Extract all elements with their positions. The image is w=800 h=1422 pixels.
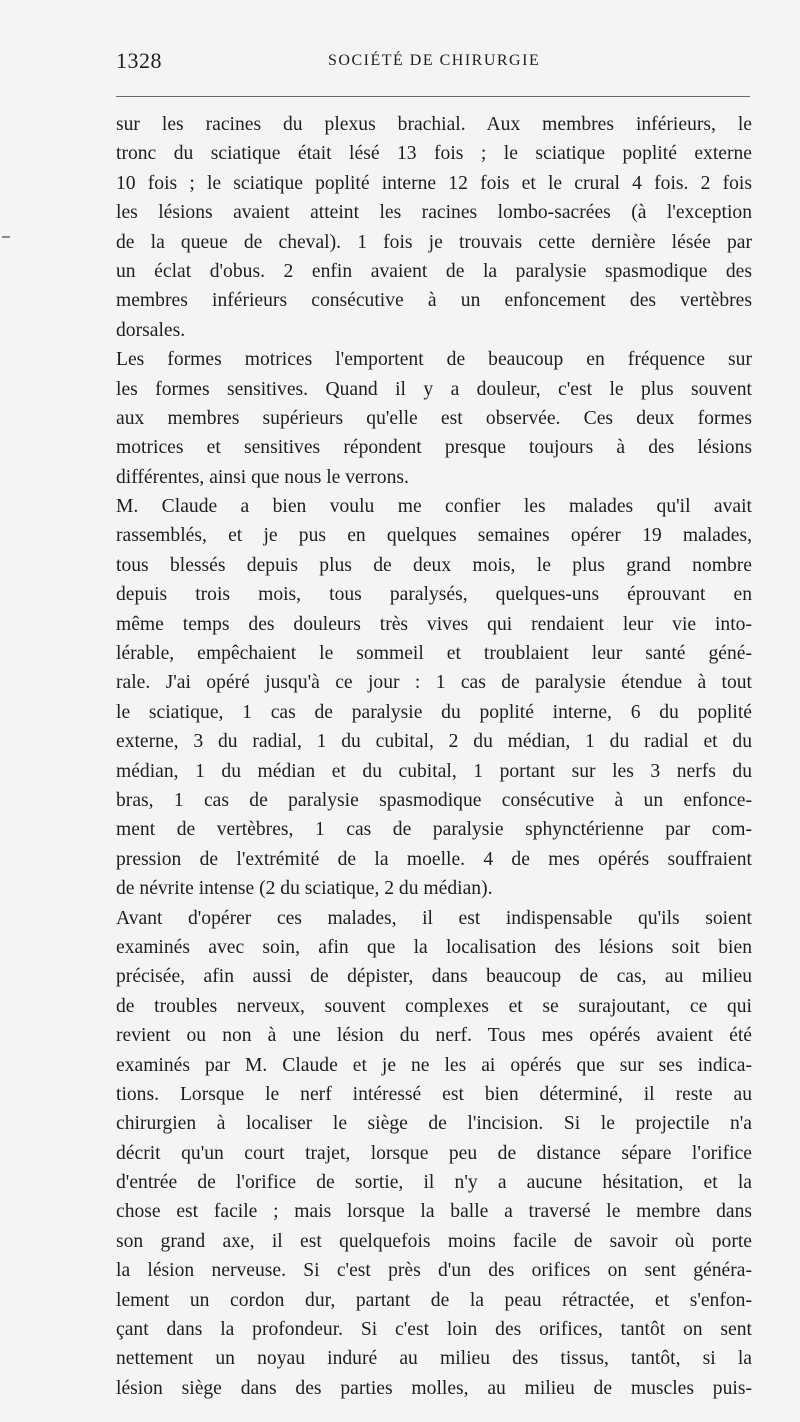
text-line: examinés par M. Claude et je ne les ai opérés que sur ses indica- (116, 1054, 752, 1076)
text-line: externe, 3 du radial, 1 du cubital, 2 du médian, 1 du radial et du (116, 731, 752, 753)
text-line: ment de vertèbres, 1 cas de paralysie sphynctérienne par com- (116, 819, 752, 841)
text-line: revient ou non à une lésion du nerf. Tous mes opérés avaient été (116, 1025, 752, 1047)
text-line: rale. J'ai opéré jusqu'à ce jour : 1 cas de paralysie étendue à tout (116, 672, 752, 694)
text-line: le sciatique, 1 cas de paralysie du poplité interne, 6 du poplité (116, 701, 752, 723)
text-line: depuis trois mois, tous paralysés, quelques-uns éprouvant en (116, 584, 752, 606)
text-line: rassemblés, et je pus en quelques semaines opérer 19 malades, (116, 525, 752, 547)
text-line: différentes, ainsi que nous le verrons. (116, 466, 409, 488)
text-line: de névrite intense (2 du sciatique, 2 du médian). (116, 878, 493, 900)
text-line: même temps des douleurs très vives qui rendaient leur vie into- (116, 613, 752, 635)
text-line: chose est facile ; mais lorsque la balle a traversé le membre dans (116, 1201, 752, 1223)
text-line: un éclat d'obus. 2 enfin avaient de la paralysie spasmodique des (116, 260, 752, 282)
text-line: tous blessés depuis plus de deux mois, le plus grand nombre (116, 554, 752, 576)
text-line: lérable, empêchaient le sommeil et troublaient leur santé géné- (116, 643, 752, 665)
page-number: 1328 (116, 48, 162, 73)
text-line: chirurgien à localiser le siège de l'incision. Si le projectile n'a (116, 1113, 752, 1135)
text-line: de la queue de cheval). 1 fois je trouvais cette dernière lésée par (116, 231, 752, 253)
text-line: lésion siège dans des parties molles, au milieu de muscles puis- (116, 1377, 752, 1399)
text-line: examinés avec soin, afin que la localisation des lésions soit bien (116, 936, 752, 958)
body-text (116, 110, 752, 1403)
text-line: son grand axe, il est quelquefois moins facile de savoir où porte (116, 1230, 752, 1252)
text-line: Les formes motrices l'emportent de beaucoup en fréquence sur (116, 349, 752, 371)
text-line: tions. Lorsque le nerf intéressé est bien déterminé, il reste au (116, 1083, 752, 1105)
text-line: les formes sensitives. Quand il y a douleur, c'est le plus souvent (116, 378, 752, 400)
text-line: précisée, afin aussi de dépister, dans beaucoup de cas, au milieu (116, 966, 752, 988)
margin-mark (2, 236, 10, 238)
text-line: M. Claude a bien voulu me confier les malades qu'il avait (116, 496, 752, 518)
header-rule (116, 96, 750, 97)
text-line: lement un cordon dur, partant de la peau rétractée, et s'enfon- (116, 1289, 752, 1311)
text-line: les lésions avaient atteint les racines lombo-sacrées (à l'exception (116, 202, 752, 224)
text-line: membres inférieurs consécutive à un enfoncement des vertèbres (116, 290, 752, 312)
text-line: çant dans la profondeur. Si c'est loin des orifices, tantôt on sent (116, 1319, 752, 1341)
page-header (116, 48, 750, 78)
text-line: Avant d'opérer ces malades, il est indispensable qu'ils soient (116, 907, 752, 929)
text-line: nettement un noyau induré au milieu des tissus, tantôt, si la (116, 1348, 752, 1370)
text-line: dorsales. (116, 319, 186, 341)
text-line: d'entrée de l'orifice de sortie, il n'y a aucune hésitation, et la (116, 1172, 752, 1194)
text-line: 10 fois ; le sciatique poplité interne 12 fois et le crural 4 fois. 2 fois (116, 172, 752, 194)
text-line: motrices et sensitives répondent presque toujours à des lésions (116, 437, 752, 459)
running-title: SOCIÉTÉ DE CHIRURGIE (328, 52, 541, 69)
text-line: aux membres supérieurs qu'elle est observée. Ces deux formes (116, 407, 752, 429)
text-line: médian, 1 du médian et du cubital, 1 portant sur les 3 nerfs du (116, 760, 752, 782)
text-line: la lésion nerveuse. Si c'est près d'un des orifices on sent généra- (116, 1260, 752, 1282)
text-line: pression de l'extrémité de la moelle. 4 de mes opérés souffraient (116, 848, 752, 870)
text-line: tronc du sciatique était lésé 13 fois ; le sciatique poplité externe (116, 143, 752, 165)
text-line: décrit qu'un court trajet, lorsque peu de distance sépare l'orifice (116, 1142, 752, 1164)
text-line: sur les racines du plexus brachial. Aux membres inférieurs, le (116, 114, 752, 135)
text-line: bras, 1 cas de paralysie spasmodique consécutive à un enfonce- (116, 789, 752, 811)
text-line: de troubles nerveux, souvent complexes et se surajoutant, ce qui (116, 995, 752, 1017)
